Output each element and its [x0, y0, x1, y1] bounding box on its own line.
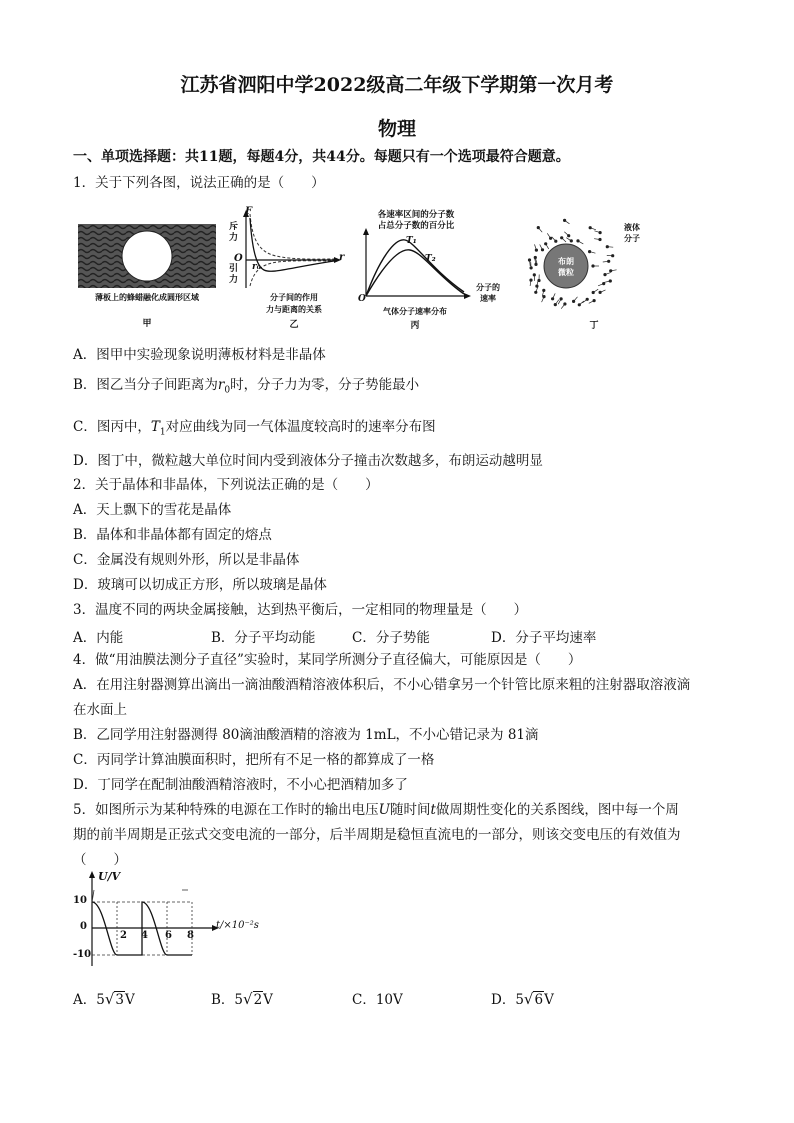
q4-option-a-line1: A．在用注射器测算出滴出一滴油酸酒精溶液体积后，不小心错拿另一个针管比原来粗的注射器取溶液滴	[73, 677, 691, 693]
liquid-molecule	[589, 226, 592, 229]
molecule-velocity-arrow	[593, 289, 598, 292]
q3-option-c: C．分子势能	[352, 630, 430, 646]
exam-title: 江苏省泗阳中学2022级高二年级下学期第一次月考	[180, 74, 614, 96]
q5-graph-x8: 8	[187, 930, 194, 941]
q3-stem: 3．温度不同的两块金属接触，达到热平衡后，一定相同的物理量是（ ）	[73, 602, 528, 618]
q5-stem-line1: 5．如图所示为某种特殊的电源在工作时的输出电压U随时间t做周期性变化的关系图线，图中每一个周	[73, 802, 679, 818]
q2-option-b: B．晶体和非晶体都有固定的熔点	[73, 527, 272, 543]
molecule-velocity-arrow	[561, 304, 565, 309]
q4-option-b: B．乙同学用注射器测得 80滴油酸酒精的溶液为 1mL，不小心错记录为 81滴	[73, 727, 539, 743]
molecule-velocity-arrow	[552, 237, 556, 241]
q1-option-d: D．图丁中，微粒越大单位时间内受到液体分子撞击次数越多，布朗运动越明显	[73, 453, 543, 469]
q5-stem-line2: 期的前半周期是正弦式交变电流的一部分，后半周期是稳恒直流电的一部分，则该交变电压的有效值为	[73, 827, 681, 843]
fig-yi-label: 乙	[289, 320, 299, 330]
liquid-molecule	[599, 291, 602, 294]
subject-title: 物理	[377, 118, 416, 140]
molecule-velocity-arrow	[566, 238, 571, 241]
q5-voltage-graph	[70, 868, 270, 968]
q4-option-c: C．丙同学计算油膜面积时，把所有不足一格的都算成了一格	[73, 752, 435, 768]
molecule-velocity-arrow	[540, 245, 543, 250]
fig-yi-origin: O	[234, 253, 243, 264]
q1-option-c: C．图丙中，$T_1$对应曲线为同一气体温度较高时的速率分布图	[73, 419, 436, 438]
q5-graph-x4: 4	[141, 930, 148, 941]
fig-yi-r0-label: r₀	[252, 262, 261, 272]
q5-graph-xlabel: t/×10⁻²s	[216, 920, 259, 931]
fig-ding-particle-1: 布朗	[558, 256, 574, 266]
molecule-velocity-arrow	[574, 297, 578, 302]
liquid-molecule	[535, 249, 538, 252]
q1-option-a: A．图甲中实验现象说明薄板材料是非晶体	[73, 347, 326, 363]
fig-ding-particle-2: 微粒	[558, 267, 574, 277]
q2-option-c: C．金属没有规则外形，所以是非晶体	[73, 552, 300, 568]
fig-yi-attraction-label: 引力	[229, 264, 239, 285]
fig-bing-xlabel-2: 速率	[480, 293, 496, 303]
q2-option-a: A．天上飘下的雪花是晶体	[73, 502, 232, 518]
q2-option-d: D．玻璃可以切成正方形，所以玻璃是晶体	[73, 577, 327, 593]
fig-ding-liquid-1: 液体	[624, 222, 640, 232]
q5-graph-ylabel: U/V	[98, 870, 121, 883]
q5-graph-y10: 10	[73, 895, 87, 906]
q5-graph-x2: 2	[120, 930, 127, 941]
fig-ding-label: 丁	[589, 321, 599, 331]
q4-option-d: D．丁同学在配制油酸酒精溶液时，不小心把酒精加多了	[73, 777, 408, 793]
q5-option-c: C．10V	[352, 992, 403, 1008]
liquid-molecule	[544, 242, 547, 245]
fig-yi-force-graph	[228, 208, 344, 292]
q5-graph-y0: 0	[80, 921, 87, 932]
fig-yi-r-label: r	[339, 252, 345, 263]
fig-yi-caption-1: 分子间的作用	[270, 292, 318, 302]
q3-option-d: D．分子平均速率	[491, 630, 597, 646]
q3-option-b: B．分子平均动能	[211, 630, 316, 646]
molecule-velocity-arrow	[578, 241, 583, 244]
molecule-velocity-arrow	[564, 232, 568, 236]
fig-yi-repulsion-label: 斥力	[229, 222, 239, 243]
liquid-molecule	[576, 239, 579, 242]
fig-jia-label: 甲	[142, 319, 152, 329]
molecule-velocity-arrow	[579, 301, 584, 305]
q3-option-a: A．内能	[73, 630, 124, 646]
q5-option-b: B．5√2V	[211, 990, 273, 1008]
q1-stem: 1．关于下列各图，说法正确的是（ ）	[73, 175, 325, 191]
fig-bing-t2-label: T₂	[425, 254, 436, 264]
q4-option-a-line2: 在水面上	[73, 702, 127, 718]
fig-bing-ytitle-2: 占总分子数的百分比	[377, 221, 455, 231]
fig-yi-f-label: F	[245, 206, 253, 217]
q2-stem: 2．关于晶体和非晶体，下列说法正确的是（ ）	[73, 477, 379, 493]
q5-graph-yn10: -10	[73, 949, 92, 960]
fig-yi-caption-2: 力与距离的关系	[266, 304, 322, 314]
q5-graph-x6: 6	[165, 930, 172, 941]
molecule-velocity-arrow	[547, 233, 550, 238]
molecule-velocity-arrow	[538, 228, 542, 233]
molecule-velocity-arrow	[546, 244, 549, 249]
molecule-velocity-arrow	[607, 247, 613, 248]
liquid-molecule	[603, 273, 606, 276]
fig-jia-image	[78, 224, 216, 288]
section-heading: 一、单项选择题：共11题，每题4分，共44分。每题只有一个选项最符合题意。	[73, 149, 570, 165]
fig-bing-ytitle-1: 各速率区间的分子数	[377, 210, 455, 220]
fig-bing-origin: O	[358, 294, 366, 304]
molecule-velocity-arrow	[562, 238, 566, 242]
fig-bing-caption: 气体分子速率分布	[383, 306, 447, 316]
molecule-velocity-arrow	[582, 299, 587, 303]
q5-option-d: D．5√6V	[491, 990, 554, 1008]
fig-bing-xlabel-1: 分子的	[476, 282, 500, 292]
q1-option-b: B．图乙当分子间距离为$r_0$时，分子力为零，分子势能最小	[73, 377, 420, 396]
fig-jia-caption: 薄板上的蜂蜡融化成圆形区域	[95, 292, 199, 302]
q4-stem: 4．做“用油膜法测分子直径”实验时，某同学所测分子直径偏大，可能原因是（ ）	[73, 652, 582, 668]
q5-stem-line3: （ ）	[73, 852, 127, 868]
molecule-velocity-arrow	[565, 220, 570, 223]
fig-bing-label: 丙	[410, 321, 420, 331]
q5-option-a: A．5√3V	[73, 990, 135, 1008]
fig-bing-t1-label: T₁	[406, 236, 417, 246]
fig-ding-liquid-2: 分子	[624, 233, 640, 243]
